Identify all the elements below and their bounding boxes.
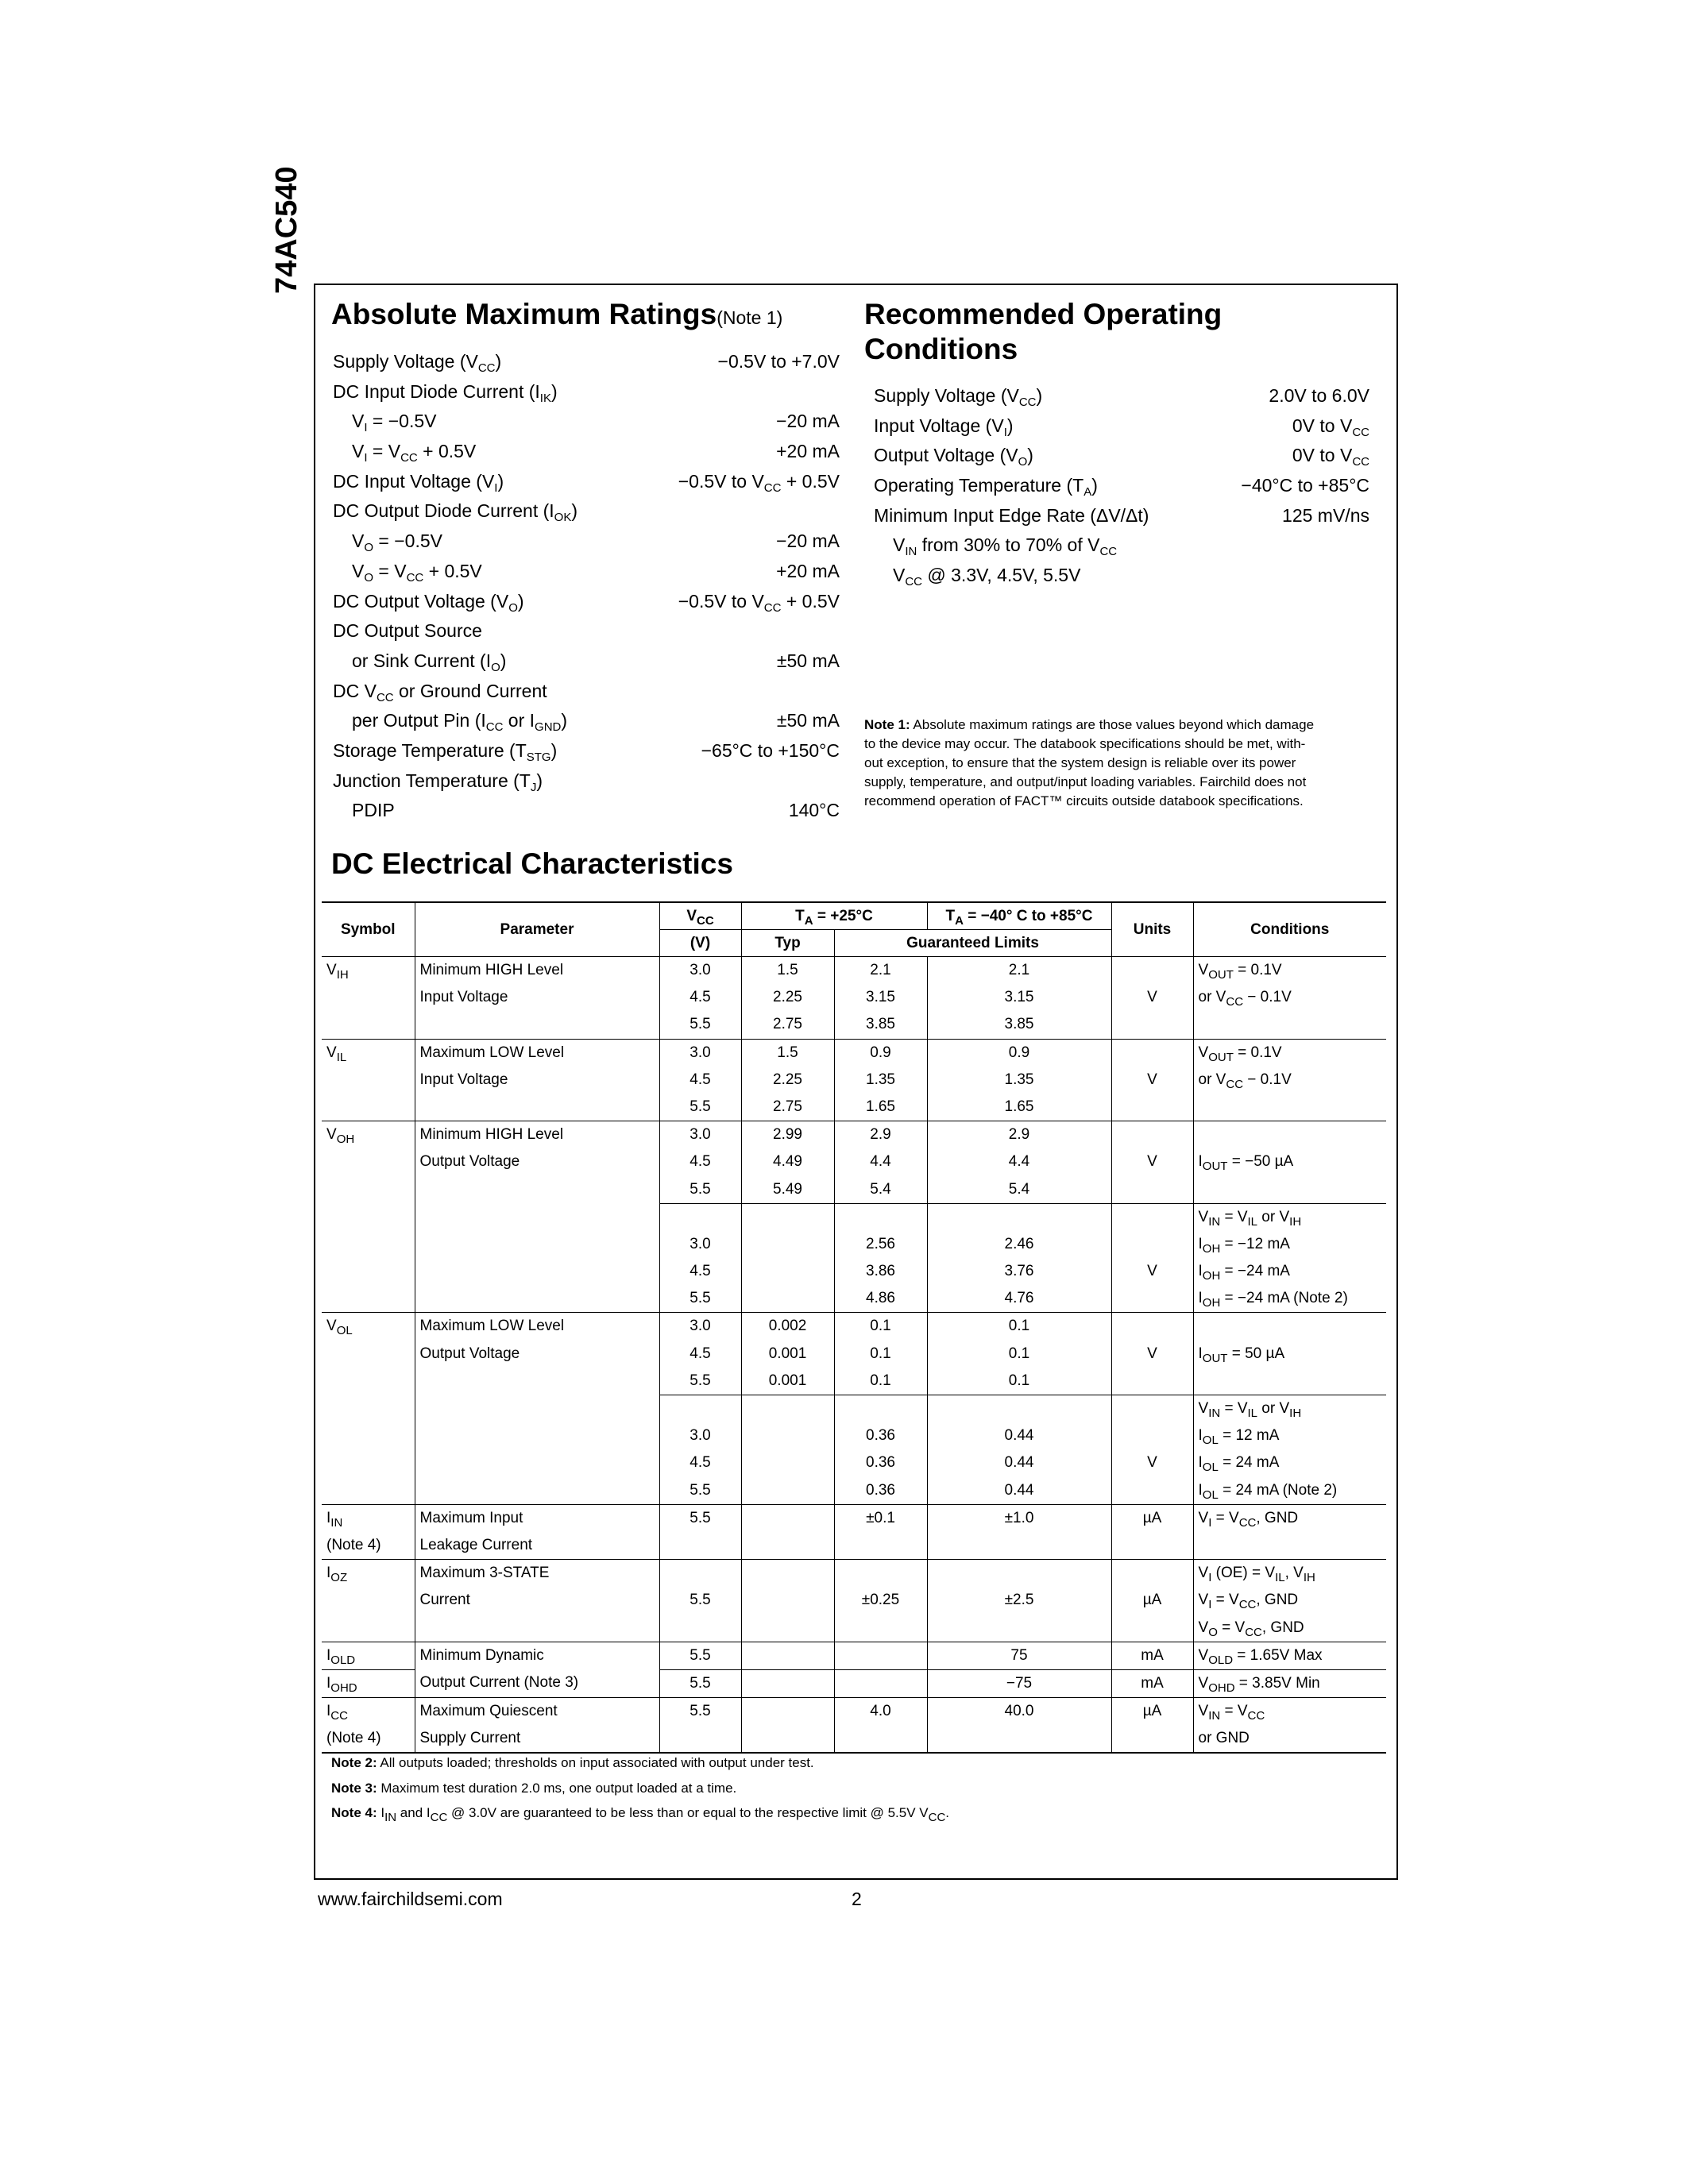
dc-guaranteed-range: 40.0 [927,1698,1111,1754]
dc-symbol: $I_{IN}$ (Note 4) [322,1504,415,1559]
dc-guaranteed-range: 0.44 0.44 0.44 [927,1395,1111,1505]
abs-max-label: DC Output Source [333,620,482,642]
abs-max-value: ±50 mA [776,650,840,671]
abs-max-label: Supply Voltage $(V_{CC})$ [333,351,502,375]
dc-guaranteed-25c: 2.9 4.4 5.4 [834,1121,927,1204]
dc-conditions: $V_{IN} = V_{IL}$ or $V_{IH}$ $I_{OH} = -12$ mA $I_{OH} = -24$ mA $I_{OH} = -24$ mA (Note 2) [1193,1203,1386,1313]
rec-op-value: 0V to $V_{CC}$ [1292,415,1369,439]
footnote: Note 4: $I_{IN}$ and $I_{CC}$ @ 3.0V are guaranteed to be less than or equal to the respective limit @ 5.5V $V_{CC}$. [331,1805,950,1824]
dc-parameter: Maximum LOW Level Output Voltage [415,1313,659,1504]
dc-symbol: $I_{OHD}$ [322,1669,415,1697]
abs-max-value: +20 mA [776,441,840,462]
abs-max-list [333,347,840,826]
dc-units: mA [1111,1669,1193,1697]
dc-conditions: $V_I = V_{CC}$, GND [1193,1504,1386,1559]
dc-parameter: Minimum Dynamic Output Current (Note 3) [415,1642,659,1697]
th-parameter: Parameter [415,902,659,957]
dc-guaranteed-25c: 2.56 3.86 4.86 [834,1203,927,1313]
abs-max-row [333,677,840,707]
abs-max-row [333,347,840,377]
dc-symbol: $I_{OLD}$ [322,1642,415,1669]
abs-max-label: DC Input Diode Current $(I_{IK})$ [333,380,558,405]
dc-units: V [1111,1313,1193,1395]
abs-max-row [333,766,840,797]
th-symbol: Symbol [322,902,415,957]
dc-symbol: $V_{OL}$ [322,1313,415,1504]
dc-guaranteed-range: 2.1 3.15 3.85 [927,957,1111,1040]
page-number: 2 [852,1889,862,1909]
rec-op-row [874,501,1369,531]
abs-max-row [333,587,840,617]
note1 [864,716,1373,811]
dc-guaranteed-25c [834,1642,927,1669]
abs-max-label: DC $V_{CC}$ or Ground Current [333,680,547,704]
dc-row [322,1698,1386,1754]
dc-symbol: $V_{IH}$ [322,957,415,1040]
rec-op-value: 0V to $V_{CC}$ [1292,445,1369,469]
dc-parameter: Maximum Quiescent Supply Current [415,1698,659,1754]
abs-max-value: −0.5V to +7.0V [717,351,840,372]
dc-row [322,1560,1386,1642]
dc-guaranteed-25c: 0.9 1.35 1.65 [834,1039,927,1121]
abs-max-row [333,527,840,557]
rec-op-value: −40°C to +85°C [1241,475,1369,496]
rec-op-value: 125 mV/ns [1282,504,1369,526]
dc-guaranteed-range: ±1.0 [927,1504,1111,1559]
dc-typ [741,1642,834,1669]
abs-max-label: DC Input Voltage $(V_I)$ [333,470,504,495]
dc-guaranteed-25c: 4.0 [834,1698,927,1754]
abs-max-label: per Output Pin ($I_{CC}$ or $I_{GND}$) [352,710,568,735]
dc-row [322,1039,1386,1121]
abs-max-label: Junction Temperature $(T_J)$ [333,770,543,794]
rec-op-title-line2: Conditions [864,333,1018,365]
th-vcc-unit: (V) [659,930,741,957]
rec-op-label: Input Voltage $(V_I)$ [874,415,1014,439]
abs-max-row [333,467,840,497]
th-typ: Typ [741,930,834,957]
abs-max-value: −0.5V to $V_{CC} + 0.5V$ [678,590,840,615]
dc-row [322,1504,1386,1559]
dc-parameter: Maximum Input Leakage Current [415,1504,659,1559]
dc-guaranteed-25c: ±0.1 [834,1504,927,1559]
abs-max-title-text: Absolute Maximum Ratings [331,298,717,330]
dc-row [322,1642,1386,1669]
dc-symbol: $I_{CC}$ (Note 4) [322,1698,415,1754]
dc-units: V [1111,1203,1193,1313]
dc-guaranteed-25c: 0.1 0.1 0.1 [834,1313,927,1395]
rec-op-row [874,441,1369,471]
dc-parameter: Maximum 3-STATE Current [415,1560,659,1642]
dc-typ [741,1698,834,1754]
dc-row [322,957,1386,1040]
dc-symbol: $V_{IL}$ [322,1039,415,1121]
dc-guaranteed-range: 2.9 4.4 5.4 [927,1121,1111,1204]
dc-parameter: Maximum LOW Level Input Voltage [415,1039,659,1121]
dc-vcc: 3.0 4.5 5.5 [659,1395,741,1505]
abs-max-row [333,736,840,766]
th-ta-range: $T_A = -40^\circ$ C to +85°C [927,902,1111,930]
rec-op-label: Minimum Input Edge Rate (ΔV/Δt) [874,504,1149,526]
th-guaranteed-limits: Guaranteed Limits [834,930,1111,957]
dc-guaranteed-25c: 0.36 0.36 0.36 [834,1395,927,1505]
dc-conditions: $V_{OLD} = 1.65V$ Max [1193,1642,1386,1669]
dc-guaranteed-range: 0.1 0.1 0.1 [927,1313,1111,1395]
rec-op-label: Supply Voltage $(V_{CC})$ [874,385,1043,409]
abs-max-value: −20 mA [776,411,840,432]
abs-max-row [333,796,840,826]
abs-max-label: DC Output Voltage $(V_O)$ [333,590,524,615]
abs-max-label: $V_I = -0.5V$ [352,411,437,435]
dc-conditions: $I_{OUT} = 50$ µA [1193,1313,1386,1395]
dc-guaranteed-range: 2.46 3.76 4.76 [927,1203,1111,1313]
dc-typ [741,1504,834,1559]
rec-op-title-line1: Recommended Operating [864,298,1223,330]
dc-symbol: $V_{OH}$ [322,1121,415,1313]
dc-symbol: $I_{OZ}$ [322,1560,415,1642]
dc-conditions: $V_I$ $(OE) = V_{IL}$, $V_{IH}$ $V_I = V_{CC}$, GND $V_O = V_{CC}$, GND [1193,1560,1386,1642]
dc-vcc: 3.0 4.5 5.5 [659,1313,741,1395]
abs-max-value: −65°C to +150°C [701,739,840,761]
dc-guaranteed-range: −75 [927,1669,1111,1697]
rec-op-value: 2.0V to 6.0V [1269,385,1369,406]
dc-conditions: $V_{OUT} = 0.1V$ or $V_{CC} - 0.1V$ [1193,957,1386,1040]
abs-max-row [333,616,840,646]
dc-units: µA [1111,1504,1193,1559]
dc-parameter: Minimum HIGH Level Input Voltage [415,957,659,1040]
note1-label: Note 1: [864,717,910,732]
dc-characteristics-table [322,901,1386,1754]
dc-units: µA [1111,1560,1193,1642]
dc-units: µA [1111,1698,1193,1754]
th-vcc: $V_{CC}$ [659,902,741,930]
dc-parameter: Minimum HIGH Level Output Voltage [415,1121,659,1313]
rec-op-label: Operating Temperature $(T_A)$ [874,475,1098,500]
abs-max-label: $V_O = V_{CC} + 0.5V$ [352,560,482,585]
dc-conditions: $V_{IN} = V_{IL}$ or $V_{IH}$ $I_{OL} = 12$ mA $I_{OL} = 24$ mA $I_{OL} = 24$ mA (Note 2) [1193,1395,1386,1505]
abs-max-row [333,407,840,437]
rec-op-row [874,471,1369,501]
dc-vcc: 5.5 [659,1642,741,1669]
th-units: Units [1111,902,1193,957]
dc-vcc: 5.5 [659,1698,741,1754]
part-number-side-label: 74AC540 [270,166,303,294]
footnote: Note 2: All outputs loaded; thresholds on input associated with output under test. [331,1755,814,1770]
dc-guaranteed-range: 0.9 1.35 1.65 [927,1039,1111,1121]
dc-vcc: 5.5 [659,1504,741,1559]
abs-max-label: or Sink Current $(I_O)$ [352,650,507,674]
dc-row [322,1313,1386,1395]
abs-max-value: −0.5V to $V_{CC} + 0.5V$ [678,470,840,495]
rec-op-row [874,381,1369,411]
dc-vcc: 5.5 [659,1669,741,1697]
dc-row [322,1121,1386,1204]
dc-guaranteed-25c [834,1669,927,1697]
dc-guaranteed-range: ±2.5 [927,1560,1111,1642]
dc-guaranteed-25c: ±0.25 [834,1560,927,1642]
dc-vcc: 3.0 4.5 5.5 [659,1203,741,1313]
rec-op-list [874,381,1369,591]
abs-max-value: +20 mA [776,560,840,581]
dc-vcc: 3.0 4.5 5.5 [659,957,741,1040]
dc-typ [741,1203,834,1313]
dc-typ: 2.99 4.49 5.49 [741,1121,834,1204]
th-ta-25: $T_A = +25^\circ C$ [741,902,927,930]
abs-max-value: ±50 mA [776,710,840,731]
dc-typ [741,1560,834,1642]
abs-max-label: $V_O = -0.5V$ [352,531,442,555]
rec-op-label: $V_{IN}$ from 30% to 70% of $V_{CC}$ [893,534,1118,559]
abs-max-row [333,437,840,467]
abs-max-note-ref: (Note 1) [717,307,783,328]
abs-max-row [333,646,840,677]
rec-op-row [874,561,1369,591]
rec-op-title [864,297,1222,367]
dc-title: DC Electrical Characteristics [331,847,733,880]
dc-typ: 1.5 2.25 2.75 [741,1039,834,1121]
dc-footnotes [331,1750,949,1826]
dc-vcc: 3.0 4.5 5.5 [659,1121,741,1204]
rec-op-row [874,531,1369,561]
dc-conditions: $I_{OUT} = -50$ µA [1193,1121,1386,1204]
dc-conditions: $V_{IN} = V_{CC}$ or GND [1193,1698,1386,1754]
abs-max-value: −20 mA [776,531,840,552]
footnote: Note 3: Maximum test duration 2.0 ms, one output loaded at a time. [331,1780,737,1796]
dc-units: V [1111,957,1193,1040]
rec-op-label: $V_{CC}$ @ 3.3V, 4.5V, 5.5V [893,565,1081,589]
dc-vcc: 5.5 [659,1560,741,1642]
dc-typ: 0.002 0.001 0.001 [741,1313,834,1395]
dc-units: V [1111,1039,1193,1121]
dc-typ: 1.5 2.25 2.75 [741,957,834,1040]
dc-typ [741,1395,834,1505]
dc-units: V [1111,1121,1193,1204]
abs-max-row [333,706,840,736]
dc-units: mA [1111,1642,1193,1669]
abs-max-label: $V_I = V_{CC} + 0.5V$ [352,441,477,465]
abs-max-label: DC Output Diode Current $(I_{OK})$ [333,500,578,525]
dc-units: V [1111,1395,1193,1505]
th-conditions: Conditions [1193,902,1386,957]
rec-op-label: Output Voltage $(V_O)$ [874,445,1033,469]
footer-url[interactable]: www.fairchildsemi.com [318,1889,503,1909]
abs-max-title [331,297,782,335]
dc-conditions: $V_{OUT} = 0.1V$ or $V_{CC} - 0.1V$ [1193,1039,1386,1121]
dc-vcc: 3.0 4.5 5.5 [659,1039,741,1121]
dc-conditions: $V_{OHD} = 3.85V$ Min [1193,1669,1386,1697]
abs-max-label: Storage Temperature $(T_{STG})$ [333,739,558,764]
abs-max-value: 140°C [788,800,840,821]
note1-text: Absolute maximum ratings are those values beyond which damage to the device may occur. The databook specifications should be met, with- out exception, to ensure that the system design is reliable over its power supply, temperature, and output/input loading variables. Fairchild does not recommend operation of FACT™ circuits outside databook specifications. [864,717,1315,808]
abs-max-row [333,496,840,527]
abs-max-row [333,557,840,587]
abs-max-row [333,377,840,407]
abs-max-label: PDIP [352,800,395,821]
dc-guaranteed-range: 75 [927,1642,1111,1669]
rec-op-row [874,411,1369,442]
dc-guaranteed-25c: 2.1 3.15 3.85 [834,957,927,1040]
dc-typ [741,1669,834,1697]
